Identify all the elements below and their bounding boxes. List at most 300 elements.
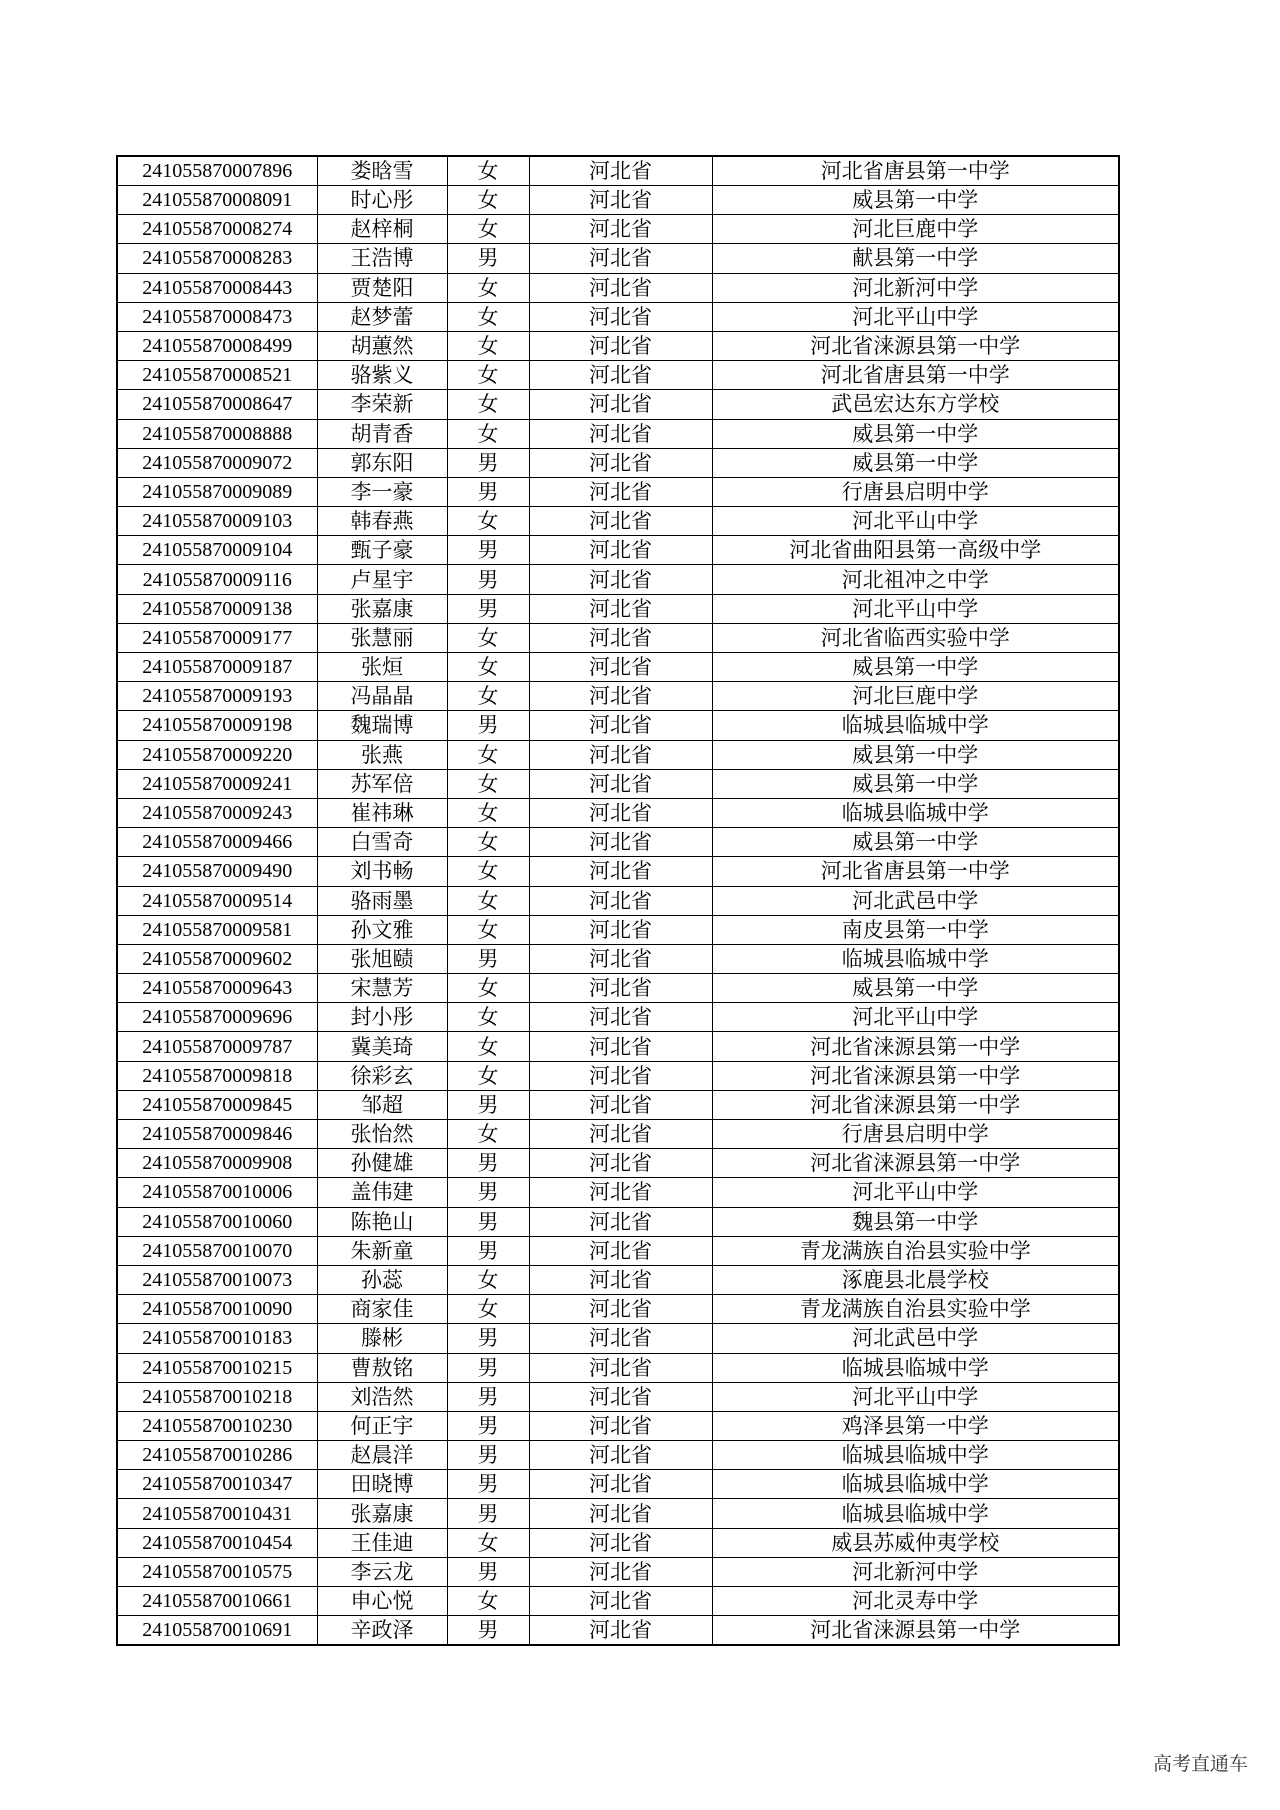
gender-cell: 女 xyxy=(447,186,529,215)
province-cell: 河北省 xyxy=(529,1587,712,1616)
table-row xyxy=(117,623,1119,652)
name-cell: 娄晗雪 xyxy=(317,156,447,186)
province-cell: 河北省 xyxy=(529,740,712,769)
table-row xyxy=(117,156,1119,186)
school-cell: 河北省涞源县第一中学 xyxy=(712,1032,1119,1061)
gender-cell: 女 xyxy=(447,419,529,448)
name-cell: 贾楚阳 xyxy=(317,273,447,302)
gender-cell: 女 xyxy=(447,653,529,682)
table-row xyxy=(117,1265,1119,1294)
name-cell: 徐彩玄 xyxy=(317,1061,447,1090)
school-cell: 河北省唐县第一中学 xyxy=(712,361,1119,390)
gender-cell: 女 xyxy=(447,1120,529,1149)
candidate-id-cell: 241055870009846 xyxy=(117,1120,317,1149)
table-row xyxy=(117,857,1119,886)
name-cell: 何正宇 xyxy=(317,1411,447,1440)
name-cell: 冯晶晶 xyxy=(317,682,447,711)
gender-cell: 女 xyxy=(447,1265,529,1294)
candidate-id-cell: 241055870010347 xyxy=(117,1470,317,1499)
name-cell: 张燕 xyxy=(317,740,447,769)
candidate-id-cell: 241055870010060 xyxy=(117,1207,317,1236)
table-row xyxy=(117,1499,1119,1528)
province-cell: 河北省 xyxy=(529,390,712,419)
candidate-id-cell: 241055870009818 xyxy=(117,1061,317,1090)
province-cell: 河北省 xyxy=(529,536,712,565)
province-cell: 河北省 xyxy=(529,477,712,506)
province-cell: 河北省 xyxy=(529,915,712,944)
province-cell: 河北省 xyxy=(529,1499,712,1528)
candidate-id-cell: 241055870009243 xyxy=(117,798,317,827)
name-cell: 赵梓桐 xyxy=(317,215,447,244)
roster-body xyxy=(117,156,1119,1645)
gender-cell: 男 xyxy=(447,477,529,506)
school-cell: 河北省曲阳县第一高级中学 xyxy=(712,536,1119,565)
candidate-id-cell: 241055870010286 xyxy=(117,1441,317,1470)
name-cell: 陈艳山 xyxy=(317,1207,447,1236)
candidate-id-cell: 241055870009198 xyxy=(117,711,317,740)
province-cell: 河北省 xyxy=(529,1149,712,1178)
gender-cell: 男 xyxy=(447,944,529,973)
province-cell: 河北省 xyxy=(529,1557,712,1586)
candidate-id-cell: 241055870009581 xyxy=(117,915,317,944)
school-cell: 河北巨鹿中学 xyxy=(712,682,1119,711)
school-cell: 河北省涞源县第一中学 xyxy=(712,1061,1119,1090)
school-cell: 河北省涞源县第一中学 xyxy=(712,1616,1119,1646)
table-row xyxy=(117,594,1119,623)
province-cell: 河北省 xyxy=(529,974,712,1003)
school-cell: 武邑宏达东方学校 xyxy=(712,390,1119,419)
table-row xyxy=(117,1003,1119,1032)
candidate-id-cell: 241055870009514 xyxy=(117,886,317,915)
candidate-id-cell: 241055870008521 xyxy=(117,361,317,390)
gender-cell: 男 xyxy=(447,536,529,565)
school-cell: 河北新河中学 xyxy=(712,1557,1119,1586)
table-row xyxy=(117,361,1119,390)
candidate-id-cell: 241055870009241 xyxy=(117,769,317,798)
table-row xyxy=(117,1295,1119,1324)
gender-cell: 女 xyxy=(447,273,529,302)
province-cell: 河北省 xyxy=(529,711,712,740)
candidate-id-cell: 241055870009220 xyxy=(117,740,317,769)
name-cell: 申心悦 xyxy=(317,1587,447,1616)
table-row xyxy=(117,682,1119,711)
table-row xyxy=(117,944,1119,973)
gender-cell: 女 xyxy=(447,886,529,915)
province-cell: 河北省 xyxy=(529,1090,712,1119)
candidate-id-cell: 241055870010073 xyxy=(117,1265,317,1294)
school-cell: 威县第一中学 xyxy=(712,740,1119,769)
candidate-id-cell: 241055870008443 xyxy=(117,273,317,302)
table-row xyxy=(117,1528,1119,1557)
school-cell: 河北新河中学 xyxy=(712,273,1119,302)
name-cell: 冀美琦 xyxy=(317,1032,447,1061)
school-cell: 临城县临城中学 xyxy=(712,1353,1119,1382)
name-cell: 赵梦蕾 xyxy=(317,302,447,331)
table-row xyxy=(117,653,1119,682)
table-row xyxy=(117,390,1119,419)
name-cell: 宋慧芳 xyxy=(317,974,447,1003)
gender-cell: 女 xyxy=(447,682,529,711)
table-row xyxy=(117,419,1119,448)
table-row xyxy=(117,507,1119,536)
table-row xyxy=(117,1324,1119,1353)
province-cell: 河北省 xyxy=(529,448,712,477)
province-cell: 河北省 xyxy=(529,1411,712,1440)
candidate-id-cell: 241055870010070 xyxy=(117,1236,317,1265)
province-cell: 河北省 xyxy=(529,419,712,448)
candidate-id-cell: 241055870008473 xyxy=(117,302,317,331)
candidate-id-cell: 241055870009089 xyxy=(117,477,317,506)
roster-table xyxy=(116,155,1120,1646)
name-cell: 胡蕙然 xyxy=(317,331,447,360)
school-cell: 鸡泽县第一中学 xyxy=(712,1411,1119,1440)
gender-cell: 女 xyxy=(447,215,529,244)
gender-cell: 女 xyxy=(447,857,529,886)
table-row xyxy=(117,448,1119,477)
school-cell: 河北平山中学 xyxy=(712,1178,1119,1207)
name-cell: 甄子豪 xyxy=(317,536,447,565)
table-row xyxy=(117,1411,1119,1440)
school-cell: 临城县临城中学 xyxy=(712,711,1119,740)
gender-cell: 女 xyxy=(447,1061,529,1090)
candidate-id-cell: 241055870009908 xyxy=(117,1149,317,1178)
province-cell: 河北省 xyxy=(529,828,712,857)
school-cell: 青龙满族自治县实验中学 xyxy=(712,1236,1119,1265)
table-row xyxy=(117,740,1119,769)
province-cell: 河北省 xyxy=(529,1295,712,1324)
school-cell: 行唐县启明中学 xyxy=(712,1120,1119,1149)
school-cell: 威县第一中学 xyxy=(712,419,1119,448)
gender-cell: 男 xyxy=(447,1616,529,1646)
name-cell: 邹超 xyxy=(317,1090,447,1119)
table-row xyxy=(117,1587,1119,1616)
name-cell: 苏军倍 xyxy=(317,769,447,798)
name-cell: 曹敖铭 xyxy=(317,1353,447,1382)
school-cell: 河北武邑中学 xyxy=(712,886,1119,915)
candidate-id-cell: 241055870009602 xyxy=(117,944,317,973)
gender-cell: 男 xyxy=(447,711,529,740)
school-cell: 威县第一中学 xyxy=(712,186,1119,215)
school-cell: 河北省涞源县第一中学 xyxy=(712,1149,1119,1178)
province-cell: 河北省 xyxy=(529,244,712,273)
candidate-id-cell: 241055870009490 xyxy=(117,857,317,886)
name-cell: 盖伟建 xyxy=(317,1178,447,1207)
table-row xyxy=(117,186,1119,215)
province-cell: 河北省 xyxy=(529,565,712,594)
table-row xyxy=(117,331,1119,360)
table-row xyxy=(117,1149,1119,1178)
school-cell: 威县第一中学 xyxy=(712,653,1119,682)
table-row xyxy=(117,1382,1119,1411)
candidate-id-cell: 241055870010218 xyxy=(117,1382,317,1411)
candidate-id-cell: 241055870009104 xyxy=(117,536,317,565)
province-cell: 河北省 xyxy=(529,769,712,798)
name-cell: 孙蕊 xyxy=(317,1265,447,1294)
province-cell: 河北省 xyxy=(529,1032,712,1061)
candidate-id-cell: 241055870009116 xyxy=(117,565,317,594)
name-cell: 刘浩然 xyxy=(317,1382,447,1411)
province-cell: 河北省 xyxy=(529,1382,712,1411)
school-cell: 行唐县启明中学 xyxy=(712,477,1119,506)
school-cell: 临城县临城中学 xyxy=(712,798,1119,827)
candidate-id-cell: 241055870008283 xyxy=(117,244,317,273)
candidate-id-cell: 241055870009072 xyxy=(117,448,317,477)
gender-cell: 男 xyxy=(447,448,529,477)
table-row xyxy=(117,536,1119,565)
table-row xyxy=(117,798,1119,827)
candidate-id-cell: 241055870010183 xyxy=(117,1324,317,1353)
table-row xyxy=(117,273,1119,302)
candidate-id-cell: 241055870010215 xyxy=(117,1353,317,1382)
candidate-id-cell: 241055870009643 xyxy=(117,974,317,1003)
gender-cell: 男 xyxy=(447,594,529,623)
table-row xyxy=(117,974,1119,1003)
name-cell: 张嘉康 xyxy=(317,594,447,623)
name-cell: 卢星宇 xyxy=(317,565,447,594)
school-cell: 威县第一中学 xyxy=(712,448,1119,477)
name-cell: 胡青香 xyxy=(317,419,447,448)
name-cell: 田晓博 xyxy=(317,1470,447,1499)
name-cell: 王浩博 xyxy=(317,244,447,273)
name-cell: 魏瑞博 xyxy=(317,711,447,740)
province-cell: 河北省 xyxy=(529,1236,712,1265)
gender-cell: 男 xyxy=(447,1382,529,1411)
school-cell: 临城县临城中学 xyxy=(712,1499,1119,1528)
candidate-id-cell: 241055870009193 xyxy=(117,682,317,711)
name-cell: 白雪奇 xyxy=(317,828,447,857)
school-cell: 河北巨鹿中学 xyxy=(712,215,1119,244)
table-row xyxy=(117,915,1119,944)
school-cell: 南皮县第一中学 xyxy=(712,915,1119,944)
name-cell: 张旭赜 xyxy=(317,944,447,973)
school-cell: 献县第一中学 xyxy=(712,244,1119,273)
province-cell: 河北省 xyxy=(529,331,712,360)
table-row xyxy=(117,215,1119,244)
candidate-id-cell: 241055870009845 xyxy=(117,1090,317,1119)
table-row xyxy=(117,1120,1119,1149)
school-cell: 河北平山中学 xyxy=(712,1382,1119,1411)
province-cell: 河北省 xyxy=(529,1616,712,1646)
school-cell: 威县第一中学 xyxy=(712,828,1119,857)
province-cell: 河北省 xyxy=(529,1528,712,1557)
table-row xyxy=(117,1061,1119,1090)
school-cell: 河北平山中学 xyxy=(712,507,1119,536)
province-cell: 河北省 xyxy=(529,215,712,244)
gender-cell: 男 xyxy=(447,565,529,594)
province-cell: 河北省 xyxy=(529,1441,712,1470)
candidate-id-cell: 241055870009103 xyxy=(117,507,317,536)
table-row xyxy=(117,302,1119,331)
candidate-id-cell: 241055870010454 xyxy=(117,1528,317,1557)
name-cell: 封小彤 xyxy=(317,1003,447,1032)
province-cell: 河北省 xyxy=(529,886,712,915)
gender-cell: 女 xyxy=(447,769,529,798)
gender-cell: 男 xyxy=(447,1090,529,1119)
gender-cell: 女 xyxy=(447,915,529,944)
province-cell: 河北省 xyxy=(529,1324,712,1353)
candidate-id-cell: 241055870009187 xyxy=(117,653,317,682)
table-row xyxy=(117,769,1119,798)
candidate-id-cell: 241055870008274 xyxy=(117,215,317,244)
school-cell: 河北平山中学 xyxy=(712,594,1119,623)
name-cell: 辛政泽 xyxy=(317,1616,447,1646)
name-cell: 李云龙 xyxy=(317,1557,447,1586)
school-cell: 威县第一中学 xyxy=(712,769,1119,798)
candidate-id-cell: 241055870009466 xyxy=(117,828,317,857)
province-cell: 河北省 xyxy=(529,944,712,973)
gender-cell: 女 xyxy=(447,331,529,360)
gender-cell: 男 xyxy=(447,1236,529,1265)
table-row xyxy=(117,1207,1119,1236)
gender-cell: 男 xyxy=(447,1441,529,1470)
candidate-id-cell: 241055870008091 xyxy=(117,186,317,215)
province-cell: 河北省 xyxy=(529,653,712,682)
province-cell: 河北省 xyxy=(529,1120,712,1149)
school-cell: 河北省唐县第一中学 xyxy=(712,156,1119,186)
school-cell: 临城县临城中学 xyxy=(712,944,1119,973)
province-cell: 河北省 xyxy=(529,594,712,623)
table-row xyxy=(117,1236,1119,1265)
gender-cell: 女 xyxy=(447,974,529,1003)
gender-cell: 女 xyxy=(447,740,529,769)
candidate-id-cell: 241055870009696 xyxy=(117,1003,317,1032)
name-cell: 商家佳 xyxy=(317,1295,447,1324)
gender-cell: 男 xyxy=(447,244,529,273)
candidate-id-cell: 241055870008888 xyxy=(117,419,317,448)
gender-cell: 女 xyxy=(447,361,529,390)
school-cell: 魏县第一中学 xyxy=(712,1207,1119,1236)
school-cell: 涿鹿县北晨学校 xyxy=(712,1265,1119,1294)
table-row xyxy=(117,1353,1119,1382)
province-cell: 河北省 xyxy=(529,1353,712,1382)
gender-cell: 男 xyxy=(447,1411,529,1440)
gender-cell: 男 xyxy=(447,1178,529,1207)
name-cell: 张慧丽 xyxy=(317,623,447,652)
school-cell: 河北祖冲之中学 xyxy=(712,565,1119,594)
name-cell: 李一豪 xyxy=(317,477,447,506)
school-cell: 河北省唐县第一中学 xyxy=(712,857,1119,886)
gender-cell: 女 xyxy=(447,828,529,857)
province-cell: 河北省 xyxy=(529,361,712,390)
name-cell: 朱新童 xyxy=(317,1236,447,1265)
province-cell: 河北省 xyxy=(529,1178,712,1207)
candidate-id-cell: 241055870009138 xyxy=(117,594,317,623)
school-cell: 河北省涞源县第一中学 xyxy=(712,331,1119,360)
province-cell: 河北省 xyxy=(529,623,712,652)
table-row xyxy=(117,477,1119,506)
gender-cell: 女 xyxy=(447,623,529,652)
gender-cell: 女 xyxy=(447,1295,529,1324)
school-cell: 青龙满族自治县实验中学 xyxy=(712,1295,1119,1324)
name-cell: 孙文雅 xyxy=(317,915,447,944)
school-cell: 威县苏威仲夷学校 xyxy=(712,1528,1119,1557)
school-cell: 临城县临城中学 xyxy=(712,1470,1119,1499)
school-cell: 河北省临西实验中学 xyxy=(712,623,1119,652)
name-cell: 崔祎琳 xyxy=(317,798,447,827)
candidate-id-cell: 241055870010575 xyxy=(117,1557,317,1586)
table-row xyxy=(117,1090,1119,1119)
table-row xyxy=(117,565,1119,594)
province-cell: 河北省 xyxy=(529,186,712,215)
table-row xyxy=(117,711,1119,740)
gender-cell: 女 xyxy=(447,302,529,331)
candidate-id-cell: 241055870010431 xyxy=(117,1499,317,1528)
name-cell: 时心彤 xyxy=(317,186,447,215)
name-cell: 赵晨洋 xyxy=(317,1441,447,1470)
gender-cell: 男 xyxy=(447,1324,529,1353)
table-row xyxy=(117,1441,1119,1470)
province-cell: 河北省 xyxy=(529,1265,712,1294)
candidate-id-cell: 241055870009787 xyxy=(117,1032,317,1061)
gender-cell: 男 xyxy=(447,1149,529,1178)
table-row xyxy=(117,1032,1119,1061)
candidate-id-cell: 241055870010006 xyxy=(117,1178,317,1207)
province-cell: 河北省 xyxy=(529,507,712,536)
table-row xyxy=(117,244,1119,273)
table-row xyxy=(117,828,1119,857)
province-cell: 河北省 xyxy=(529,857,712,886)
candidate-id-cell: 241055870010090 xyxy=(117,1295,317,1324)
province-cell: 河北省 xyxy=(529,302,712,331)
gender-cell: 女 xyxy=(447,390,529,419)
school-cell: 临城县临城中学 xyxy=(712,1441,1119,1470)
candidate-id-cell: 241055870007896 xyxy=(117,156,317,186)
name-cell: 郭东阳 xyxy=(317,448,447,477)
name-cell: 张嘉康 xyxy=(317,1499,447,1528)
gender-cell: 男 xyxy=(447,1470,529,1499)
province-cell: 河北省 xyxy=(529,1003,712,1032)
gender-cell: 女 xyxy=(447,798,529,827)
candidate-id-cell: 241055870008647 xyxy=(117,390,317,419)
province-cell: 河北省 xyxy=(529,156,712,186)
province-cell: 河北省 xyxy=(529,1470,712,1499)
school-cell: 河北武邑中学 xyxy=(712,1324,1119,1353)
candidate-id-cell: 241055870010691 xyxy=(117,1616,317,1646)
name-cell: 李荣新 xyxy=(317,390,447,419)
gender-cell: 男 xyxy=(447,1557,529,1586)
gender-cell: 男 xyxy=(447,1207,529,1236)
gender-cell: 女 xyxy=(447,507,529,536)
candidate-id-cell: 241055870008499 xyxy=(117,331,317,360)
table-row xyxy=(117,886,1119,915)
gender-cell: 女 xyxy=(447,1003,529,1032)
name-cell: 骆紫义 xyxy=(317,361,447,390)
province-cell: 河北省 xyxy=(529,1207,712,1236)
table-row xyxy=(117,1557,1119,1586)
name-cell: 孙健雄 xyxy=(317,1149,447,1178)
school-cell: 河北平山中学 xyxy=(712,302,1119,331)
watermark-text: 高考直通车 xyxy=(1152,1753,1248,1775)
candidate-id-cell: 241055870010230 xyxy=(117,1411,317,1440)
name-cell: 刘书畅 xyxy=(317,857,447,886)
school-cell: 河北平山中学 xyxy=(712,1003,1119,1032)
name-cell: 骆雨墨 xyxy=(317,886,447,915)
gender-cell: 女 xyxy=(447,1528,529,1557)
name-cell: 张怡然 xyxy=(317,1120,447,1149)
gender-cell: 男 xyxy=(447,1499,529,1528)
province-cell: 河北省 xyxy=(529,1061,712,1090)
school-cell: 河北省涞源县第一中学 xyxy=(712,1090,1119,1119)
gender-cell: 男 xyxy=(447,1353,529,1382)
gender-cell: 女 xyxy=(447,156,529,186)
gender-cell: 女 xyxy=(447,1032,529,1061)
table-row xyxy=(117,1470,1119,1499)
province-cell: 河北省 xyxy=(529,273,712,302)
table-row xyxy=(117,1616,1119,1646)
province-cell: 河北省 xyxy=(529,682,712,711)
candidate-id-cell: 241055870009177 xyxy=(117,623,317,652)
name-cell: 王佳迪 xyxy=(317,1528,447,1557)
